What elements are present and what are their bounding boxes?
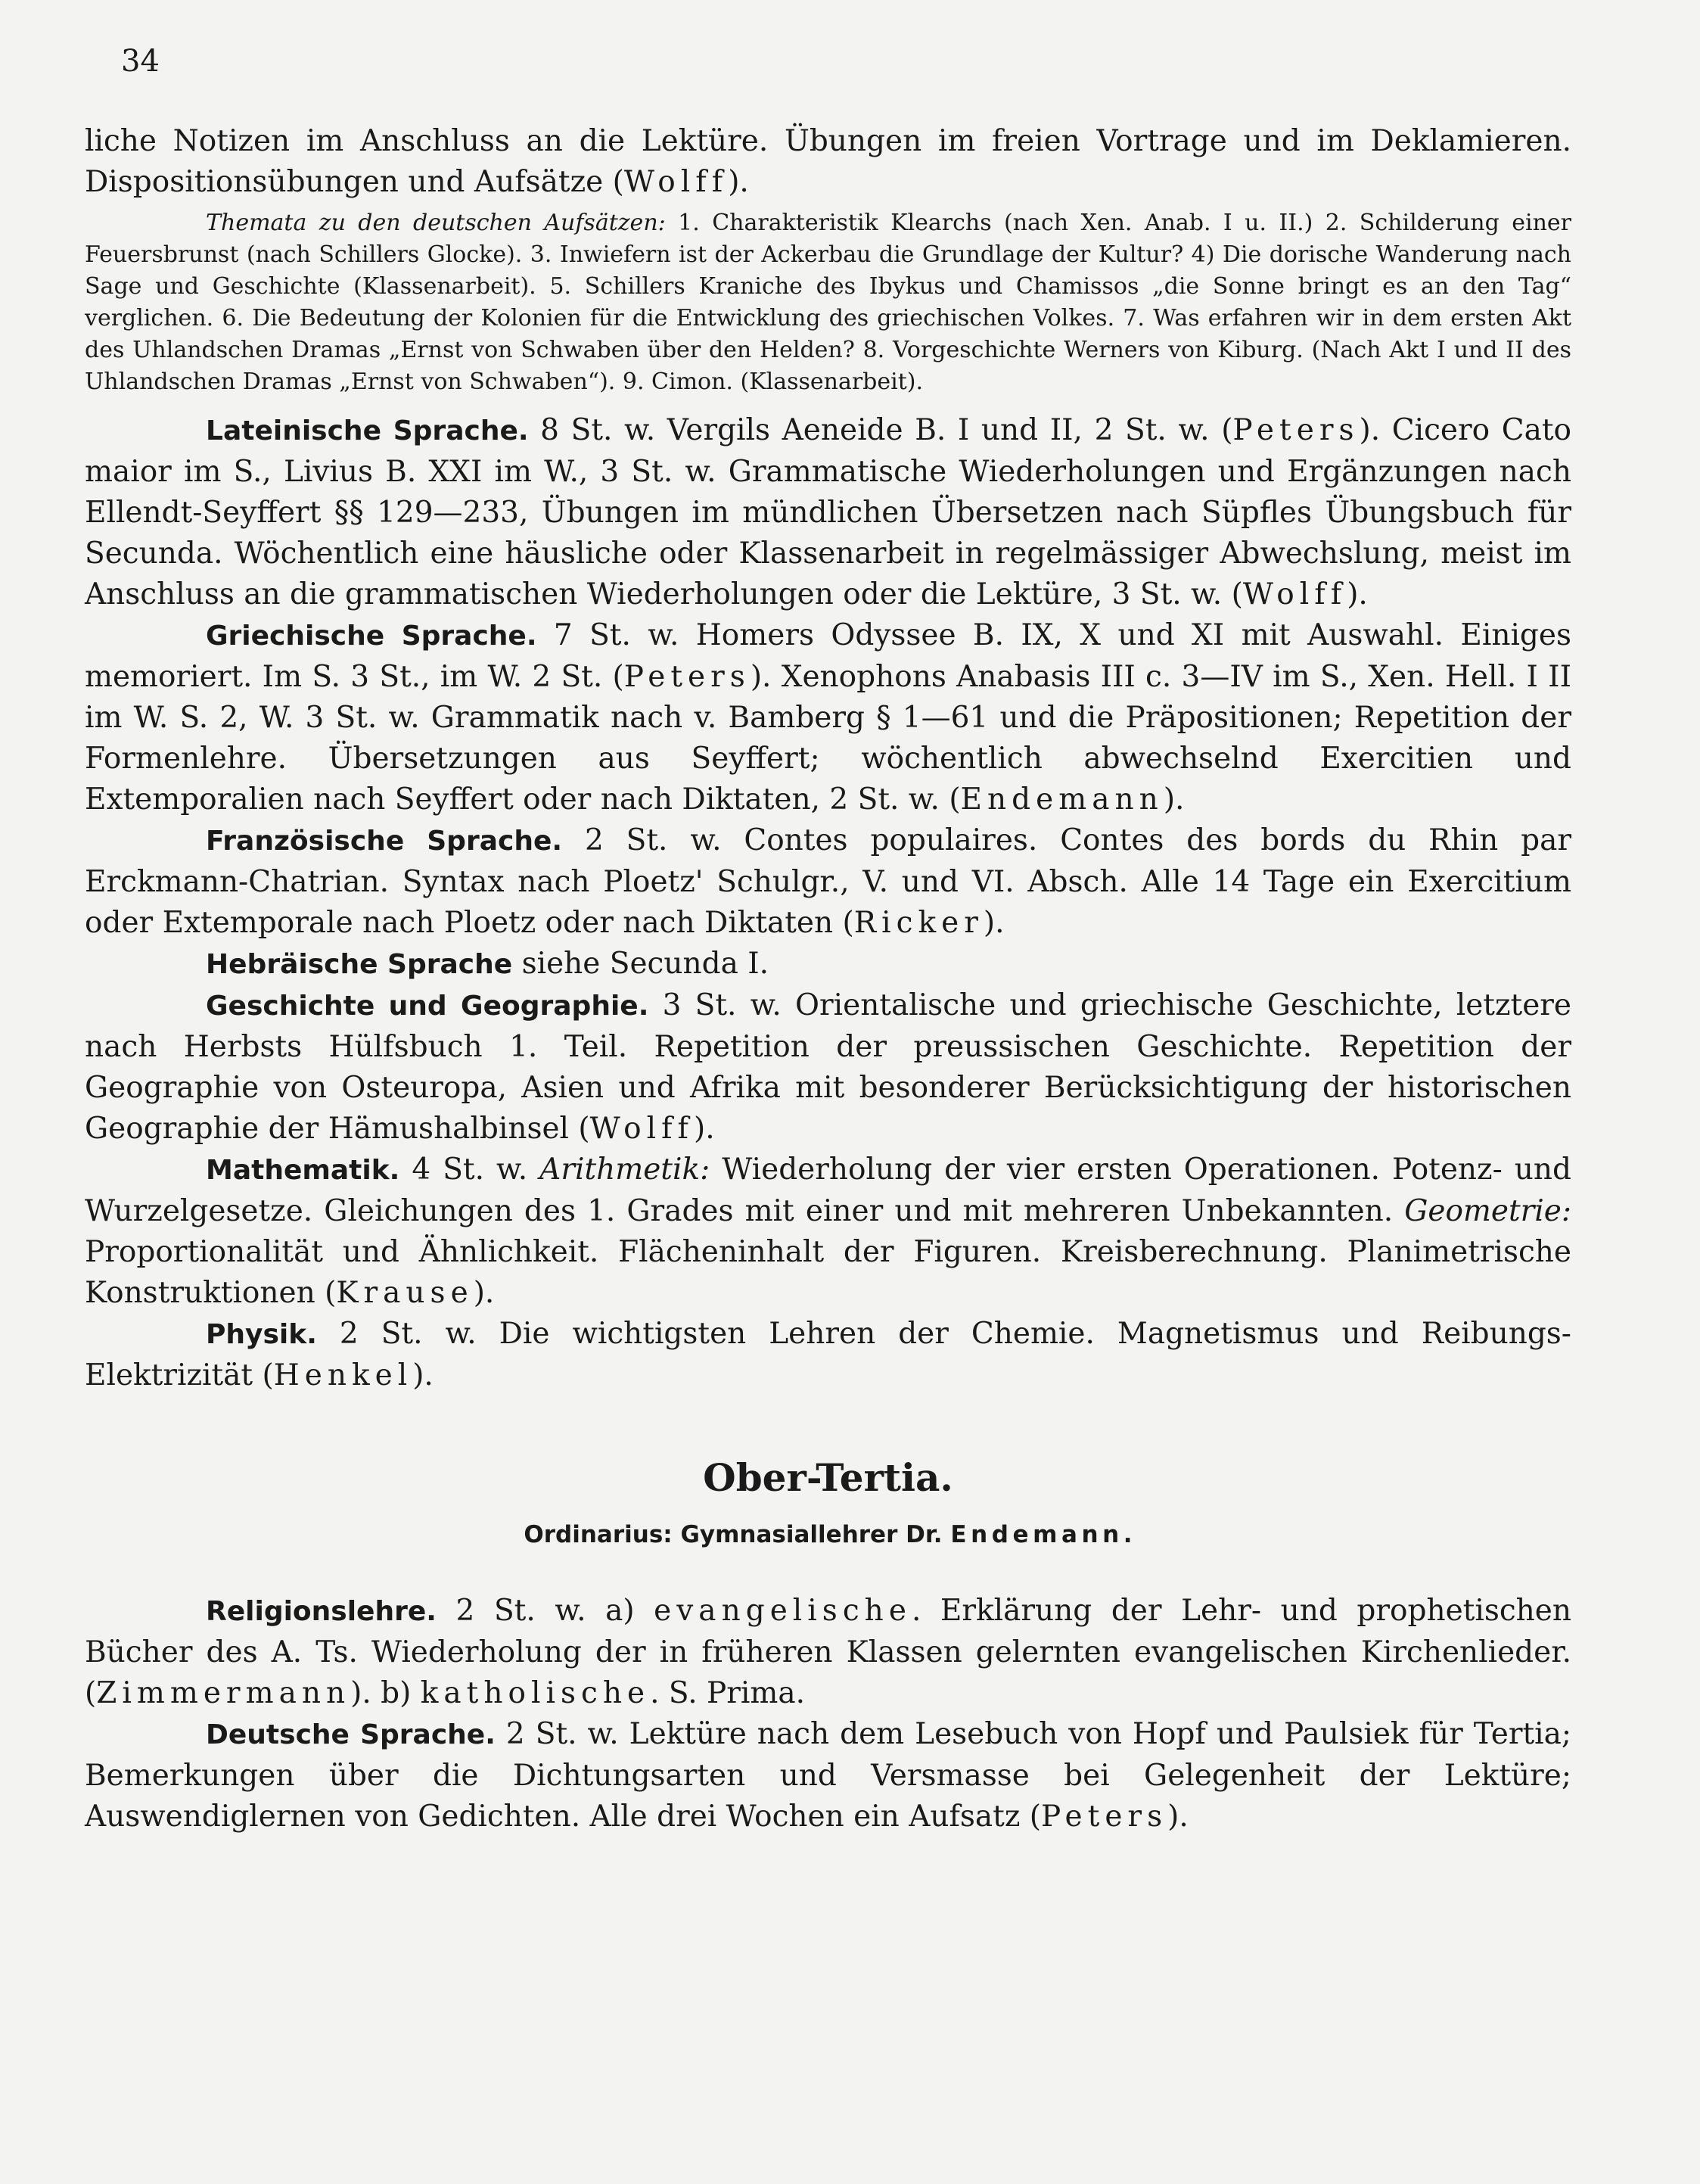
subject-mathematics: Mathematik. 4 St. w. Arithmetik: Wiederholung der vier ersten Operationen. Potenz- und Wurzelgesetze. Gleichungen des 1. Grades mit einer und mit mehreren Unbekannten. Geometrie: Proportionalität und Ähnlichkeit. Flächeninhalt der Figuren. Kreisberechnung. Planimetrische Konstruktionen (Krause). — [85, 1153, 1571, 1310]
teacher-name: Zimmermann — [96, 1676, 351, 1710]
teacher-name: Krause — [336, 1276, 474, 1310]
ordinarius-line: Ordinarius: Gymnasiallehrer Dr. Endemann. — [524, 1521, 1133, 1548]
themes-body: 1. Charakteristik Klearchs (nach Xen. Anab. I u. II.) 2. Schilderung einer Feuersbrunst (nach Schillers Glocke). 3. Inwiefern ist der Ackerbau die Grundlage der Kultur? 4) Die dorische Wanderung nach Sage und Geschichte (Klassenarbeit). 5. Schillers Kraniche des Ibykus und Chamissos „die Sonne bringt es an den Tag“ verglichen. 6. Die Bedeutung der Kolonien für die Entwicklung des griechischen Volkes. 7. Was erfahren wir in dem ersten Akt des Uhlandschen Dramas „Ernst von Schwaben über den Helden? 8. Vorgeschichte Werners von Kiburg. (Nach Akt I und II des Uhlandschen Dramas „Ernst von Schwaben“). 9. Cimon. (Klassenarbeit). — [85, 210, 1571, 395]
subject-hebrew: Hebräische Sprache siehe Secunda I. — [206, 947, 769, 981]
subject-title: Mathematik. — [206, 1155, 400, 1186]
subject-title: Geschichte und Geographie. — [206, 991, 649, 1022]
subject-title: Hebräische Sprache — [206, 949, 513, 980]
themes-heading: Themata zu den deutschen Aufsätzen: — [206, 210, 666, 236]
subject-religion: Religionslehre. 2 St. w. a) evangelische. Erklärung der Lehr- und prophetischen Bücher des A. Ts. Wiederholung der in früheren Klassen gelernten evangelischen Kirchenlieder. (Zimmermann). b) katholische. S. Prima. — [85, 1594, 1571, 1710]
teacher-name: Henkel — [273, 1358, 413, 1392]
teacher-name: Peters — [1041, 1800, 1168, 1834]
page-content — [85, 121, 1571, 1837]
subject-title: Lateinische Sprache. — [206, 415, 529, 446]
teacher-name: Endemann — [960, 782, 1164, 817]
subject-title: Religionslehre. — [206, 1596, 437, 1627]
essay-themes — [85, 207, 1571, 398]
subject-greek: Griechische Sprache. 7 St. w. Homers Odyssee B. IX, X und XI mit Auswahl. Einiges memoriert. Im S. 3 St., im W. 2 St. (Peters). Xenophons Anabasis III c. 3—IV im S., Xen. Hell. I II im W. S. 2, W. 3 St. w. Grammatik nach v. Bamberg § 1—61 und die Präpositionen; Repetition der Formenlehre. Übersetzungen aus Seyffert; wöchentlich abwechselnd Exercitien und Extemporalien nach Seyffert oder nach Diktaten, 2 St. w. (Endemann). — [85, 618, 1571, 817]
teacher-name: Wolff — [623, 165, 729, 199]
subject-latin: Lateinische Sprache. 8 St. w. Vergils Aeneide B. I und II, 2 St. w. (Peters). Cicero Cato maior im S., Livius B. XXI im W., 3 St. w. Grammatische Wiederholungen und Ergänzungen nach Ellendt-Seyffert §§ 129—233, Übungen im mündlichen Übersetzen nach Süpfles Übungsbuch für Secunda. Wöchentlich eine häusliche oder Klassenarbeit in regelmässiger Abwechslung, meist im Anschluss an die grammatischen Wiederholungen oder die Lektüre, 3 St. w. (Wolff). — [85, 413, 1571, 611]
teacher-name: Ricker — [853, 906, 984, 940]
subject-title: Deutsche Sprache. — [206, 1719, 496, 1750]
teacher-name: Peters — [623, 660, 751, 694]
page-number: 34 — [121, 44, 160, 79]
subject-title: Französische Sprache. — [206, 826, 563, 857]
teacher-name: Wolff — [1242, 577, 1347, 611]
subject-history-geography: Geschichte und Geographie. 3 St. w. Orientalische und griechische Geschichte, letztere nach Herbsts Hülfsbuch 1. Teil. Repetition der preussischen Geschichte. Repetition der Geographie von Osteuropa, Asien und Afrika mit besonderer Berücksichtigung der historischen Geographie der Hämushalbinsel (Wolff). — [85, 988, 1572, 1146]
teacher-name: Endemann — [950, 1521, 1123, 1548]
subject-title: Physik. — [206, 1319, 317, 1350]
subject-physics: Physik. 2 St. w. Die wichtigsten Lehren der Chemie. Magnetismus und Reibungs-Elektrizität (Henkel). — [85, 1317, 1571, 1392]
subject-title: Griechische Sprache. — [206, 621, 537, 652]
intro-paragraph: liche Notizen im Anschluss an die Lektüre. Übungen im freien Vortrage und im Deklamieren. Dispositionsübungen und Aufsätze (Wolff). — [85, 124, 1571, 199]
subject-french: Französische Sprache. 2 St. w. Contes populaires. Contes des bords du Rhin par Erckmann-Chatrian. Syntax nach Ploetz' Schulgr., V. und VI. Absch. Alle 14 Tage ein Exercitium oder Extemporale nach Ploetz oder nach Diktaten (Ricker). — [85, 823, 1571, 940]
subject-german: Deutsche Sprache. 2 St. w. Lektüre nach dem Lesebuch von Hopf und Paulsiek für Tertia; Bemerkungen über die Dichtungsarten und Versmasse bei Gelegenheit der Lektüre; Auswendiglernen von Gedichten. Alle drei Wochen ein Aufsatz (Peters). — [85, 1717, 1571, 1834]
teacher-name: Peters — [1232, 413, 1360, 447]
teacher-name: Wolff — [589, 1112, 695, 1146]
section-title: Ober-Tertia. — [703, 1455, 953, 1500]
